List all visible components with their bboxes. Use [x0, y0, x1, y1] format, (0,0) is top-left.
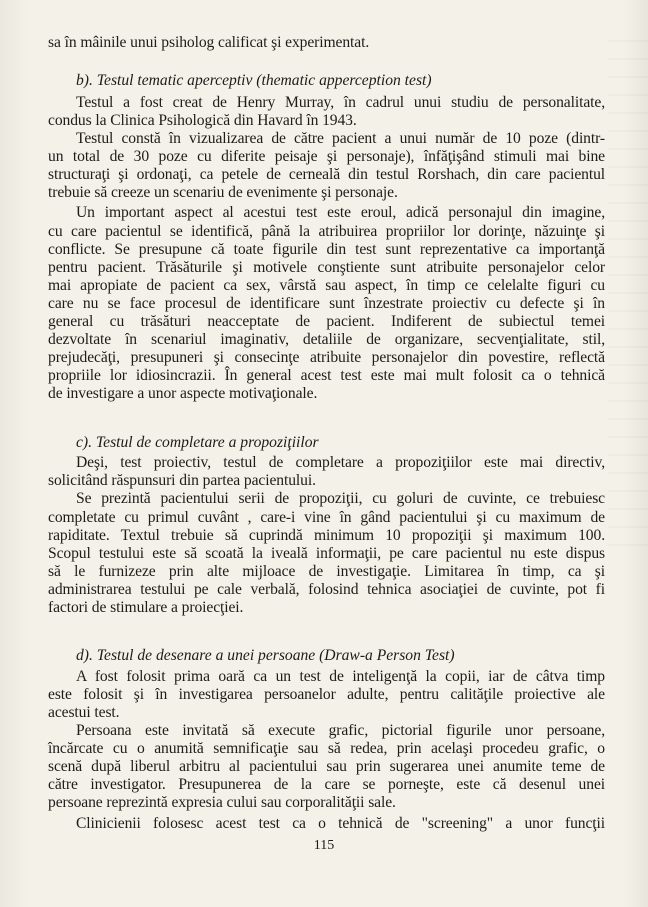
- text-line: general cu trăsături neacceptate de pacient. Indiferent de subiectul temei: [48, 313, 605, 330]
- text-line: care nu se face procesul de identificare sunt înzestrate proiectiv cu defecte şi în: [48, 295, 605, 312]
- text-line: Un important aspect al acestui test este eroul, adică personajul din imagine,: [76, 204, 605, 221]
- text-line: mai apropiate de pacient ca sex, vârstă sau aspect, în timp ce celelalte figuri cu: [48, 277, 605, 294]
- text-line: sa în mâinile unui psiholog calificat şi experimentat.: [48, 34, 370, 51]
- text-line: structuraţi şi ordonaţi, ca petele de cerneală din testul Rorshach, din care pacientul: [48, 166, 605, 183]
- text-line: rapiditate. Textul trebuie să cuprindă minimum 10 propoziţii şi maximum 100.: [48, 527, 605, 544]
- text-line: scenă după liberul arbitru al pacientului sau prin sugerarea unei anumite teme de: [48, 758, 605, 775]
- text-line: un total de 30 poze cu diferite peisaje şi personaje), înfăţişând stimuli mai bine: [48, 148, 605, 165]
- text-line: să le furnizeze prin alte mijloace de investigaţie. Limitarea în timp, ca şi: [48, 563, 605, 580]
- section-heading-c: c). Testul de completare a propoziţiilor: [76, 434, 319, 451]
- text-line: Persoana este invitată să execute grafic, pictorial figurile unor persoane,: [76, 722, 605, 739]
- text-line: Deşi, test proiectiv, testul de completare a propoziţiilor este mai directiv,: [76, 454, 605, 471]
- text-line: Testul constă în vizualizarea de către pacient a unui număr de 10 poze (dintr-: [76, 130, 605, 147]
- text-line: completate cu primul cuvânt , care-i vine în gând pacientului şi cu maximum de: [48, 509, 605, 526]
- text-line: dezvoltate în scenariul imaginativ, detaliile de organizare, secvenţialitate, stil,: [48, 331, 605, 348]
- text-line: încărcate cu o anumită semnificaţie sau să redea, prin acelaşi procedeu grafic, o: [48, 740, 605, 757]
- text-line: conflicte. Se presupune că toate figurile din test sunt reprezentative ca importanţă: [48, 241, 605, 258]
- text-line: de investigare a unor aspecte motivaţionale.: [48, 385, 318, 402]
- text-line: factori de stimulare a proiecţiei.: [48, 599, 244, 616]
- text-line: Testul a fost creat de Henry Murray, în cadrul unui studiu de personalitate,: [76, 94, 605, 111]
- text-line: acestui test.: [48, 704, 120, 721]
- text-line: Clinicienii folosesc acest test ca o tehnică de "screening" a unor funcţii: [76, 815, 605, 832]
- text-line: persoane reprezintă expresia cului sau corporalităţii sale.: [48, 794, 396, 811]
- text-line: A fost folosit prima oară ca un test de inteligenţă la copii, iar de câtva timp: [76, 668, 605, 685]
- text-line: către investigator. Presupunerea de la care se porneşte, este că desenul unei: [48, 776, 605, 793]
- text-line: trebuie să creeze un scenariu de evenimente şi personaje.: [48, 184, 398, 201]
- text-line: condus la Clinica Psihologică din Havard în 1943.: [48, 112, 357, 129]
- section-heading-b: b). Testul tematic aperceptiv (thematic apperception test): [76, 72, 432, 89]
- text-line: administrarea testului pe cale verbală, folosind tehnica asociaţiei de cuvinte, pot fi: [48, 581, 605, 598]
- text-line: solicitând răspunsuri din partea pacientului.: [48, 472, 316, 489]
- text-line: prejudecăţi, presupuneri şi consecinţe atribuite personajelor din povestire, reflectă: [48, 349, 605, 366]
- page-number: 115: [313, 838, 335, 853]
- text-line: cu care pacientul se identifică, până la atribuirea propriilor lor dorinţe, năzuinţe şi: [48, 223, 605, 240]
- section-heading-d: d). Testul de desenare a unei persoane (Draw-a Person Test): [76, 647, 455, 664]
- text-line: este folosit şi în investigarea persoanelor adulte, pentru calităţile proiective ale: [48, 686, 605, 703]
- show-through-shadow: [608, 40, 648, 560]
- text-line: propriile lor idiosincrazii. În general acest test este mai mult folosit ca o tehnică: [48, 367, 605, 384]
- text-line: pentru pacient. Trăsăturile şi motivele conştiente sunt atribuite personajelor celor: [48, 259, 605, 276]
- text-line: Scopul testului este să scoată la iveală informaţii, pe care pacientul nu este dispus: [48, 545, 605, 562]
- text-line: Se prezintă pacientului serii de propoziţii, cu goluri de cuvinte, ce trebuiesc: [76, 490, 605, 507]
